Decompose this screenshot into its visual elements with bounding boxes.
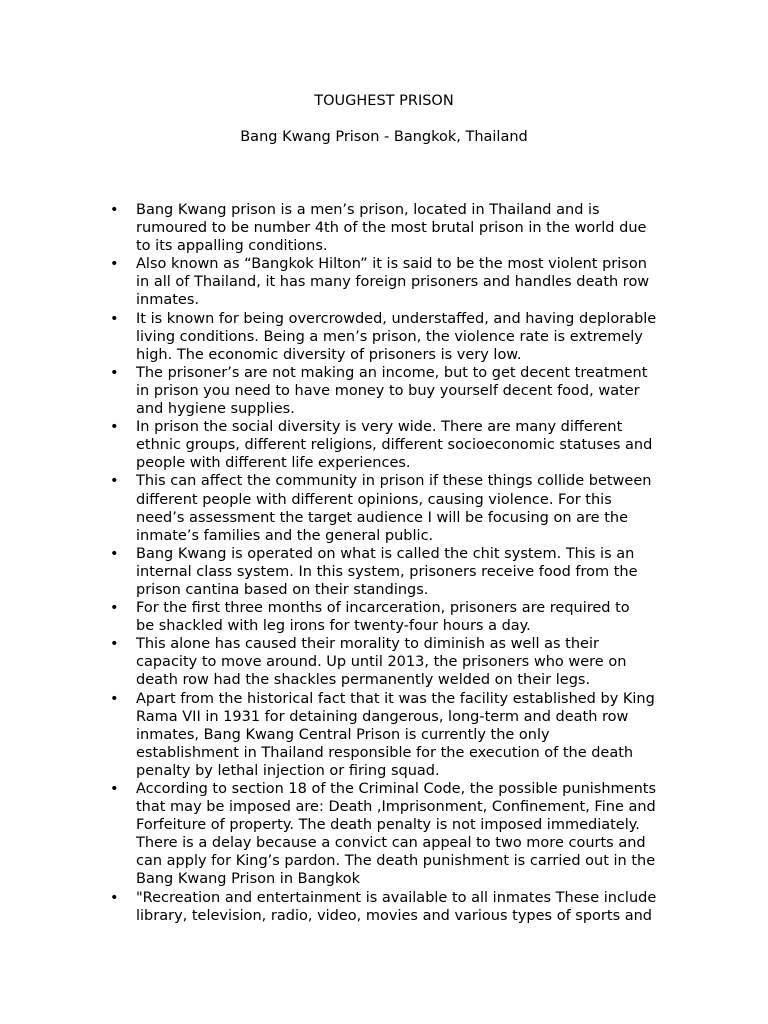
bullet-item-11 <box>108 780 682 889</box>
bullet-text: Apart from the historical fact that it was the facility established by King Rama VII in 1931 for detaining dangerous, long-term and death row inmates, Bang Kwang Central Prison is currently the only establishment in Thailand responsible for the execution of the death penalty by lethal injection or firing squad. <box>136 690 655 779</box>
bullet-item-10 <box>108 690 682 780</box>
bullet-text: It is known for being overcrowded, understaffed, and having deplorable living conditions. Being a men’s prison, the violence rate is extremely high. The economic diversity of prisoners is very low. <box>136 310 657 363</box>
bullet-icon: • <box>110 600 119 617</box>
bullet-icon: • <box>110 690 119 707</box>
bullet-text: In prison the social diversity is very wide. There are many different ethnic groups, different religions, different socioeconomic statuses and people with different life experiences. <box>136 419 653 472</box>
bullet-text: The prisoner’s are not making an income, but to get decent treatment in prison you need to have money to buy yourself decent food, water and hygiene supplies. <box>136 364 648 418</box>
bullet-text: This can affect the community in prison if these things collide between different people with different opinions, causing violence. For this need’s assessment the target audience I will be focusing on are the inmate’s families and the general public. <box>136 473 652 544</box>
bullet-icon: • <box>110 636 119 653</box>
bullet-item-2 <box>108 255 682 309</box>
bullet-item-7 <box>108 545 682 599</box>
document-subtitle: Bang Kwang Prison - Bangkok, Thailand <box>240 129 528 145</box>
bullet-item-9 <box>108 635 682 689</box>
bullet-item-12 <box>108 889 682 925</box>
bullet-icon: • <box>110 202 119 218</box>
bullet-icon: • <box>110 473 119 490</box>
bullet-text: This alone has caused their morality to diminish as well as their capacity to move around. Up until 2013, the prisoners who were on death row had the shackles permanently welded on their legs. <box>136 636 627 689</box>
document-title: TOUGHEST PRISON <box>314 93 454 109</box>
bullet-item-1 <box>108 201 682 255</box>
bullet-list <box>108 201 682 925</box>
bullet-icon: • <box>110 781 119 797</box>
bullet-text: Bang Kwang prison is a men’s prison, located in Thailand and is rumoured to be number 4th of the most brutal prison in the world due to its appalling conditions. <box>136 202 647 255</box>
bullet-text: According to section 18 of the Criminal Code, the possible punishments that may be imposed are: Death ,Imprisonment, Confinement, Fine and Forfeiture of property. The death penalty is not imposed immediately. There is a delay because a convict can appeal to two more courts and can apply for King’s pardon. The death punishment is carried out in the Bang Kwang Prison in Bangkok <box>136 781 657 888</box>
bullet-item-4 <box>108 364 682 418</box>
bullet-icon: • <box>110 419 119 436</box>
bullet-text: For the first three months of incarceration, prisoners are required to be shackled with leg irons for twenty-four hours a day. <box>136 600 630 635</box>
bullet-item-6 <box>108 472 682 544</box>
bullet-icon: • <box>110 256 119 273</box>
bullet-icon: • <box>110 364 119 381</box>
bullet-icon: • <box>110 545 119 562</box>
bullet-item-8 <box>108 599 682 635</box>
bullet-icon: • <box>110 310 119 327</box>
bullet-item-5 <box>108 418 682 472</box>
bullet-text: "Recreation and entertainment is available to all inmates These include library, television, radio, video, movies and various types of sports and <box>136 889 657 924</box>
bullet-text: Bang Kwang is operated on what is called the chit system. This is an internal class system. In this system, prisoners receive food from the prison cantina based on their standings. <box>136 545 638 598</box>
bullet-icon: • <box>110 889 119 906</box>
bullet-text: Also known as “Bangkok Hilton” it is said to be the most violent prison in all of Thailand, it has many foreign prisoners and handles death row inmates. <box>136 256 650 309</box>
bullet-item-3 <box>108 310 682 364</box>
